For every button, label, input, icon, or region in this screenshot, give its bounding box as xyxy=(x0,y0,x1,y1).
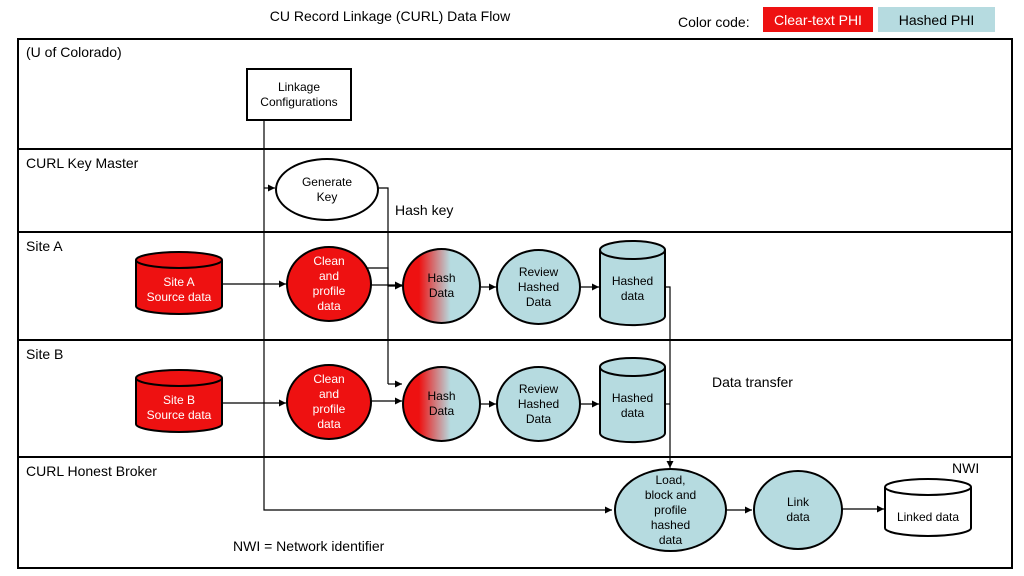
site-b-hashed-label: Hashed data xyxy=(611,391,654,420)
site-b-source-label: Site B Source data xyxy=(146,393,212,422)
site-a-hashed-label: Hashed data xyxy=(611,274,654,303)
generate-key-node: Generate Key xyxy=(275,158,379,221)
data-transfer-label: Data transfer xyxy=(712,374,793,390)
site-b-clean-node: Clean and profile data xyxy=(286,364,372,440)
lane-label-site-b: Site B xyxy=(26,346,64,362)
lane-label-honest-broker: CURL Honest Broker xyxy=(26,463,157,479)
site-a-hash-node: Hash Data xyxy=(402,248,481,324)
linkage-configurations-box: Linkage Configurations xyxy=(246,68,352,121)
diagram-title: CU Record Linkage (CURL) Data Flow xyxy=(269,8,511,24)
hash-key-line xyxy=(378,188,388,384)
load-block-profile-node: Load, block and profile hashed data xyxy=(614,468,727,552)
site-b-hash-node: Hash Data xyxy=(402,366,481,442)
link-data-node: Link data xyxy=(753,470,843,550)
nwi-label: NWI xyxy=(952,460,980,476)
nwi-legend: NWI = Network identifier xyxy=(233,538,385,554)
hashed-phi-legend: Hashed PHI xyxy=(878,7,995,32)
color-code-label: Color code: xyxy=(678,14,750,30)
lane-label-u-of-colorado: (U of Colorado) xyxy=(26,44,122,60)
linked-data-label: Linked data xyxy=(896,509,960,524)
clear-text-phi-legend: Clear-text PHI xyxy=(763,7,873,32)
lane-label-key-master: CURL Key Master xyxy=(26,155,139,171)
lane-label-site-a: Site A xyxy=(26,238,63,254)
site-a-clean-node: Clean and profile data xyxy=(286,246,372,322)
site-a-source-label: Site A Source data xyxy=(146,275,212,304)
site-b-review-node: Review Hashed Data xyxy=(496,366,581,442)
site-a-review-node: Review Hashed Data xyxy=(496,249,581,325)
hash-key-label: Hash key xyxy=(395,202,454,218)
